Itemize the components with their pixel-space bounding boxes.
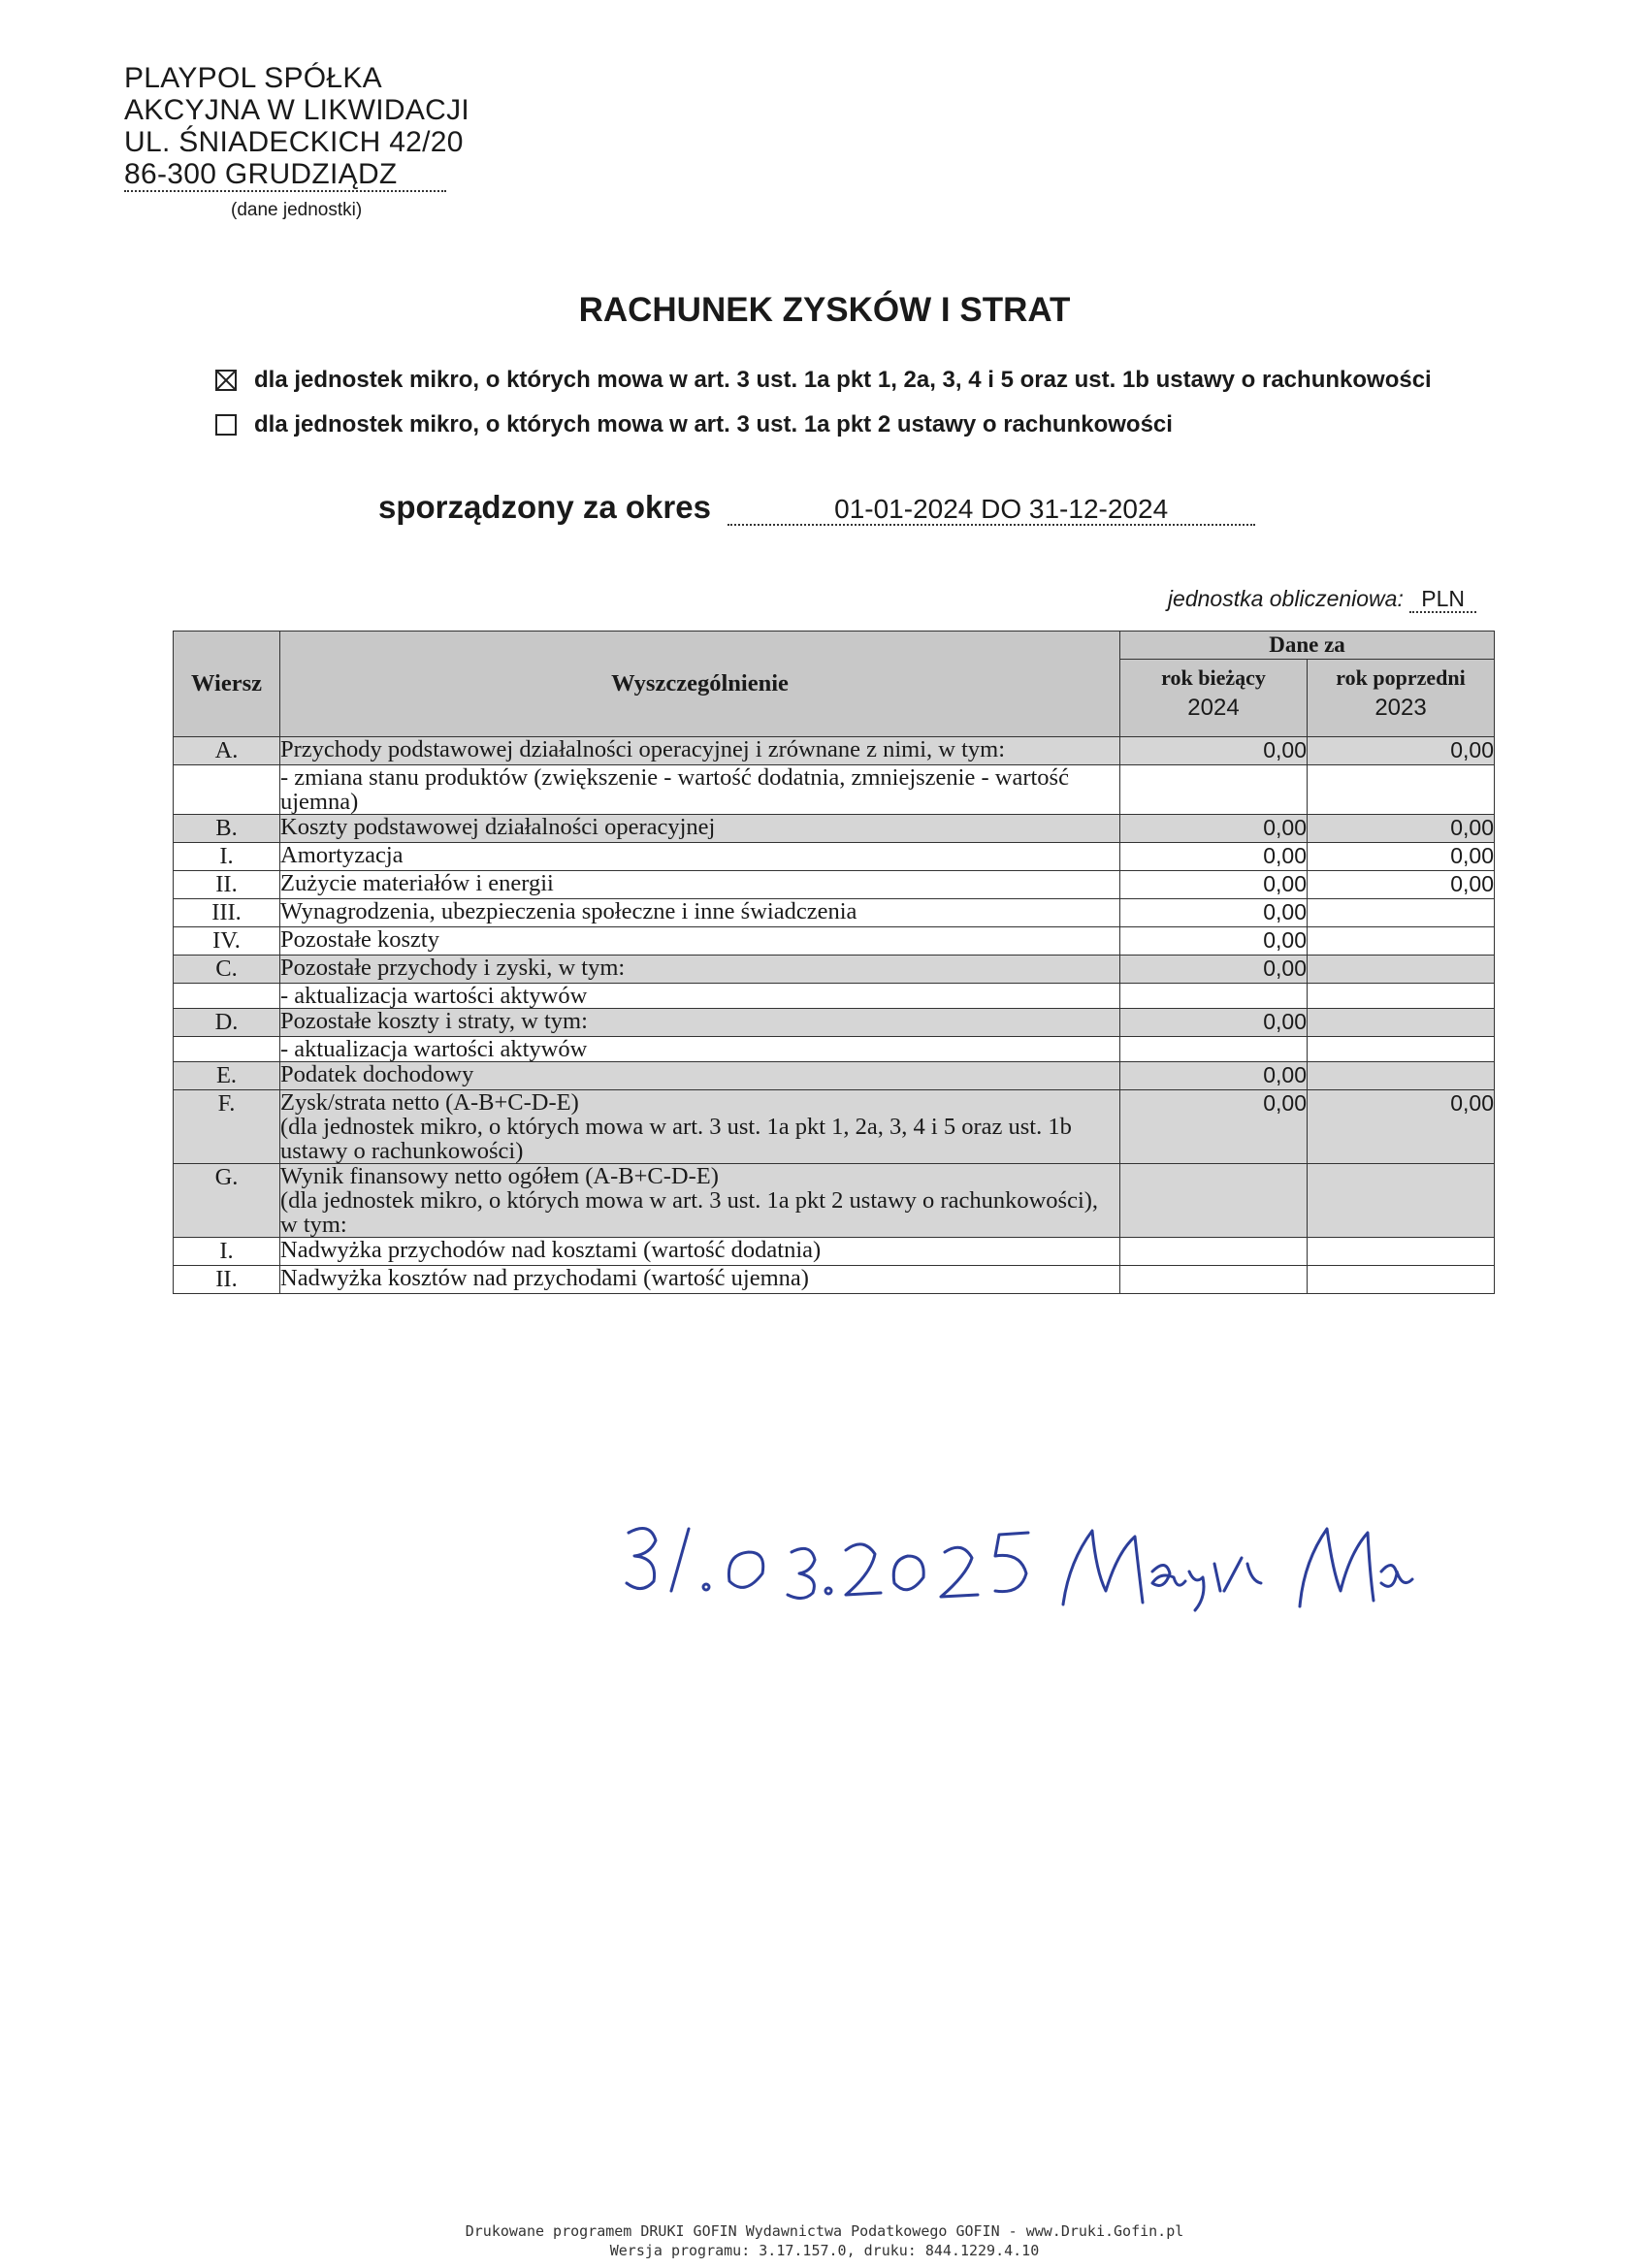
row-description: Pozostałe koszty bbox=[280, 927, 1120, 956]
row-value-previous bbox=[1308, 1037, 1495, 1062]
unit-label: jednostka obliczeniowa: bbox=[1167, 586, 1404, 611]
header-current-year: 2024 bbox=[1187, 695, 1240, 722]
row-value-previous: 0,00 bbox=[1308, 1090, 1495, 1164]
handwritten-date-signature bbox=[621, 1513, 1416, 1620]
row-value-current bbox=[1120, 1164, 1308, 1238]
row-value-previous bbox=[1308, 927, 1495, 956]
row-code: G. bbox=[174, 1164, 280, 1238]
row-description: Przychody podstawowej działalności operacyjnej i zrównane z nimi, w tym: bbox=[280, 737, 1120, 765]
table-row bbox=[174, 1090, 1495, 1164]
row-value-current: 0,00 bbox=[1120, 899, 1308, 927]
company-caption: (dane jednostki) bbox=[231, 200, 363, 220]
company-block bbox=[124, 62, 469, 192]
check-x-icon bbox=[217, 372, 235, 389]
row-value-previous bbox=[1308, 956, 1495, 984]
unit-line bbox=[1168, 586, 1476, 612]
header-wiersz: Wiersz bbox=[174, 632, 280, 737]
row-value-current: 0,00 bbox=[1120, 843, 1308, 871]
row-description: - aktualizacja wartości aktywów bbox=[280, 1037, 1120, 1062]
period-line bbox=[378, 489, 1255, 526]
row-code: F. bbox=[174, 1090, 280, 1164]
footer bbox=[0, 2221, 1649, 2260]
row-value-current bbox=[1120, 1266, 1308, 1294]
row-value-current: 0,00 bbox=[1120, 871, 1308, 899]
row-code bbox=[174, 1037, 280, 1062]
option-checkbox-2[interactable] bbox=[215, 414, 237, 436]
row-value-current: 0,00 bbox=[1120, 956, 1308, 984]
row-description: Amortyzacja bbox=[280, 843, 1120, 871]
row-description: Zużycie materiałów i energii bbox=[280, 871, 1120, 899]
row-code bbox=[174, 765, 280, 815]
table-row bbox=[174, 1009, 1495, 1037]
period-value: 01-01-2024 DO 31-12-2024 bbox=[728, 494, 1255, 526]
row-value-current: 0,00 bbox=[1120, 1062, 1308, 1090]
row-description: Pozostałe koszty i straty, w tym: bbox=[280, 1009, 1120, 1037]
table-row bbox=[174, 1266, 1495, 1294]
table-row bbox=[174, 1238, 1495, 1266]
row-code: E. bbox=[174, 1062, 280, 1090]
table-row bbox=[174, 1062, 1495, 1090]
row-description: - aktualizacja wartości aktywów bbox=[280, 984, 1120, 1009]
row-value-current bbox=[1120, 984, 1308, 1009]
row-value-current: 0,00 bbox=[1120, 815, 1308, 843]
row-value-previous bbox=[1308, 1009, 1495, 1037]
row-code: B. bbox=[174, 815, 280, 843]
company-line: 86-300 GRUDZIĄDZ bbox=[124, 158, 446, 192]
unit-value: PLN bbox=[1409, 586, 1476, 613]
signature-date-text: 31.03.2025 bbox=[621, 1513, 627, 1514]
row-description: Nadwyżka kosztów nad przychodami (wartość ujemna) bbox=[280, 1266, 1120, 1294]
row-code: D. bbox=[174, 1009, 280, 1037]
row-value-current: 0,00 bbox=[1120, 927, 1308, 956]
option-label-2: dla jednostek mikro, o których mowa w art. 3 ust. 1a pkt 2 ustawy o rachunkowości bbox=[254, 411, 1173, 437]
option-row-2 bbox=[215, 411, 1173, 438]
row-value-current bbox=[1120, 765, 1308, 815]
row-description: Wynik finansowy netto ogółem (A-B+C-D-E) (dla jednostek mikro, o których mowa w art. 3 ust. 1a pkt 2 ustawy o rachunkowości), w tym: bbox=[280, 1164, 1120, 1238]
company-line: UL. ŚNIADECKICH 42/20 bbox=[124, 126, 464, 158]
company-line: PLAYPOL SPÓŁKA bbox=[124, 62, 382, 94]
footer-line-2: Wersja programu: 3.17.157.0, druku: 844.1229.4.10 bbox=[609, 2242, 1040, 2259]
row-value-previous bbox=[1308, 984, 1495, 1009]
row-value-previous bbox=[1308, 899, 1495, 927]
table-row bbox=[174, 956, 1495, 984]
row-value-previous bbox=[1308, 1062, 1495, 1090]
row-value-previous bbox=[1308, 765, 1495, 815]
table-row bbox=[174, 1037, 1495, 1062]
table-row bbox=[174, 765, 1495, 815]
company-line: AKCYJNA W LIKWIDACJI bbox=[124, 94, 470, 126]
table-row bbox=[174, 843, 1495, 871]
header-previous-year: 2023 bbox=[1374, 695, 1427, 722]
row-value-current: 0,00 bbox=[1120, 1090, 1308, 1164]
row-description: - zmiana stanu produktów (zwiększenie - wartość dodatnia, zmniejszenie - wartość ujemna) bbox=[280, 765, 1120, 815]
option-label-1: dla jednostek mikro, o których mowa w art. 3 ust. 1a pkt 1, 2a, 3, 4 i 5 oraz ust. 1b ustawy o rachunkowości bbox=[254, 367, 1432, 393]
row-value-previous bbox=[1308, 1164, 1495, 1238]
header-current bbox=[1120, 660, 1308, 737]
period-label: sporządzony za okres bbox=[378, 489, 711, 525]
row-code: IV. bbox=[174, 927, 280, 956]
document-title: RACHUNEK ZYSKÓW I STRAT bbox=[578, 291, 1071, 329]
row-code: A. bbox=[174, 737, 280, 765]
row-value-current bbox=[1120, 1037, 1308, 1062]
table-row bbox=[174, 899, 1495, 927]
option-row-1 bbox=[215, 367, 1432, 394]
row-code: II. bbox=[174, 1266, 280, 1294]
row-value-current: 0,00 bbox=[1120, 737, 1308, 765]
row-code: C. bbox=[174, 956, 280, 984]
row-description: Wynagrodzenia, ubezpieczenia społeczne i inne świadczenia bbox=[280, 899, 1120, 927]
row-value-current bbox=[1120, 1238, 1308, 1266]
table-row bbox=[174, 984, 1495, 1009]
row-value-previous bbox=[1308, 1238, 1495, 1266]
footer-line-1: Drukowane programem DRUKI GOFIN Wydawnictwa Podatkowego GOFIN - www.Druki.Gofin.pl bbox=[465, 2222, 1184, 2240]
header-wyszczegolnienie: Wyszczególnienie bbox=[280, 632, 1120, 737]
row-value-previous: 0,00 bbox=[1308, 871, 1495, 899]
option-checkbox-1[interactable] bbox=[215, 370, 237, 391]
table-row bbox=[174, 927, 1495, 956]
header-previous-label: rok poprzedni bbox=[1336, 665, 1466, 691]
row-code: I. bbox=[174, 1238, 280, 1266]
table-row bbox=[174, 1164, 1495, 1238]
row-value-current: 0,00 bbox=[1120, 1009, 1308, 1037]
row-description: Koszty podstawowej działalności operacyjnej bbox=[280, 815, 1120, 843]
row-code: III. bbox=[174, 899, 280, 927]
row-value-previous: 0,00 bbox=[1308, 815, 1495, 843]
header-current-label: rok bieżący bbox=[1161, 665, 1266, 691]
income-statement-table bbox=[173, 631, 1495, 1294]
row-description: Nadwyżka przychodów nad kosztami (wartość dodatnia) bbox=[280, 1238, 1120, 1266]
row-code: I. bbox=[174, 843, 280, 871]
table-row bbox=[174, 737, 1495, 765]
header-dane-za: Dane za bbox=[1120, 632, 1495, 660]
row-description: Podatek dochodowy bbox=[280, 1062, 1120, 1090]
table-row bbox=[174, 815, 1495, 843]
row-code bbox=[174, 984, 280, 1009]
row-value-previous: 0,00 bbox=[1308, 737, 1495, 765]
row-value-previous bbox=[1308, 1266, 1495, 1294]
row-description: Pozostałe przychody i zyski, w tym: bbox=[280, 956, 1120, 984]
row-description: Zysk/strata netto (A-B+C-D-E) (dla jednostek mikro, o których mowa w art. 3 ust. 1a pkt 1, 2a, 3, 4 i 5 oraz ust. 1b ustawy o rachunkowości) bbox=[280, 1090, 1120, 1164]
row-code: II. bbox=[174, 871, 280, 899]
header-previous bbox=[1308, 660, 1495, 737]
row-value-previous: 0,00 bbox=[1308, 843, 1495, 871]
table-row bbox=[174, 871, 1495, 899]
